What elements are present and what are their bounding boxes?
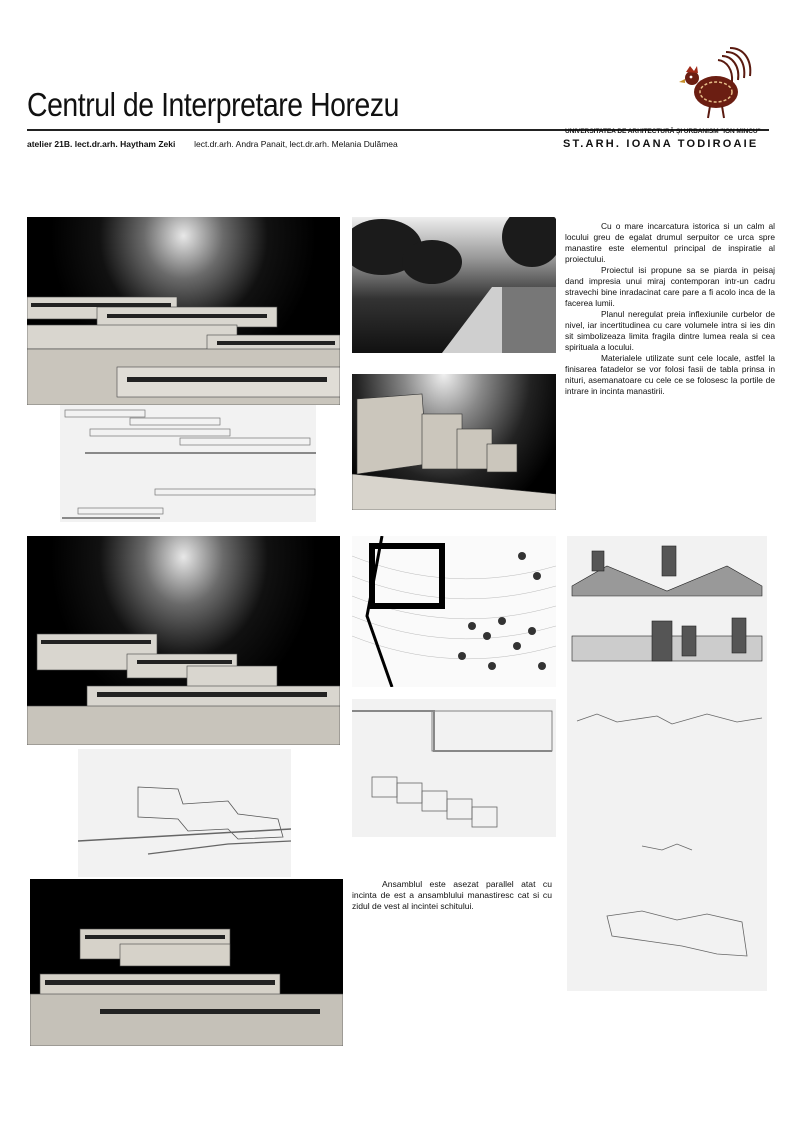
rooster-icon bbox=[672, 42, 758, 122]
description-paragraph: Materialele utilizate sunt cele locale, astfel la finisarea fatadelor se vor folosi fasii de tabla prinsa in nituri, asemanatoare cu cele ce se folosesc la portile de intrare in incinta manastirii. bbox=[565, 353, 775, 396]
model-photo-3 bbox=[27, 536, 340, 745]
university-name: UNIVERSITATEA DE ARHITECTURĂ ȘI URBANISM "ION MINCU" bbox=[565, 128, 761, 135]
monastery-drawings bbox=[567, 536, 767, 991]
description-paragraph: Cu o mare incarcatura istorica si un calm al locului greu de egalat drumul serpuitor ce urca spre manastire este elementul principal de inspiratie al proiectului. bbox=[565, 221, 775, 264]
project-description bbox=[565, 221, 775, 397]
section-plan-drawing bbox=[352, 699, 556, 837]
atelier-label: atelier 21B. lect.dr.arh. Haytham Zeki bbox=[27, 139, 176, 149]
site-plan bbox=[352, 536, 556, 687]
plan-drawing-1 bbox=[78, 749, 291, 877]
student-name: ST.ARH. IOANA TODIROAIE bbox=[563, 138, 759, 150]
tutors-label: lect.dr.arh. Andra Panait, lect.dr.arh. Melania Dulămea bbox=[194, 139, 398, 149]
model-photo-1 bbox=[27, 217, 340, 405]
landscape-photo bbox=[352, 217, 556, 353]
description-paragraph: Planul neregulat preia inflexiunile curbelor de nivel, iar incertitudinea cu care volumele intra si ies din sit simbolizeaza limita fragila dintre lumea reala si cea spirituala a locului. bbox=[565, 309, 775, 352]
model-photo-4 bbox=[30, 879, 343, 1046]
placement-note: Ansamblul este asezat parallel atat cu incinta de est a ansamblului manastiresc cat si cu zidul de vest al incintei schitului. bbox=[352, 879, 552, 911]
credits bbox=[27, 139, 398, 149]
elevation-drawing-1 bbox=[60, 405, 316, 522]
description-paragraph: Proiectul isi propune sa se piarda in peisaj dand impresia unui miraj contemporan intr-un cadru stravechi bine inradacinat care pare a fi acolo inca de la facerea lumii. bbox=[565, 265, 775, 308]
page-title: Centrul de Interpretare Horezu bbox=[27, 86, 400, 123]
model-photo-2 bbox=[352, 374, 556, 510]
